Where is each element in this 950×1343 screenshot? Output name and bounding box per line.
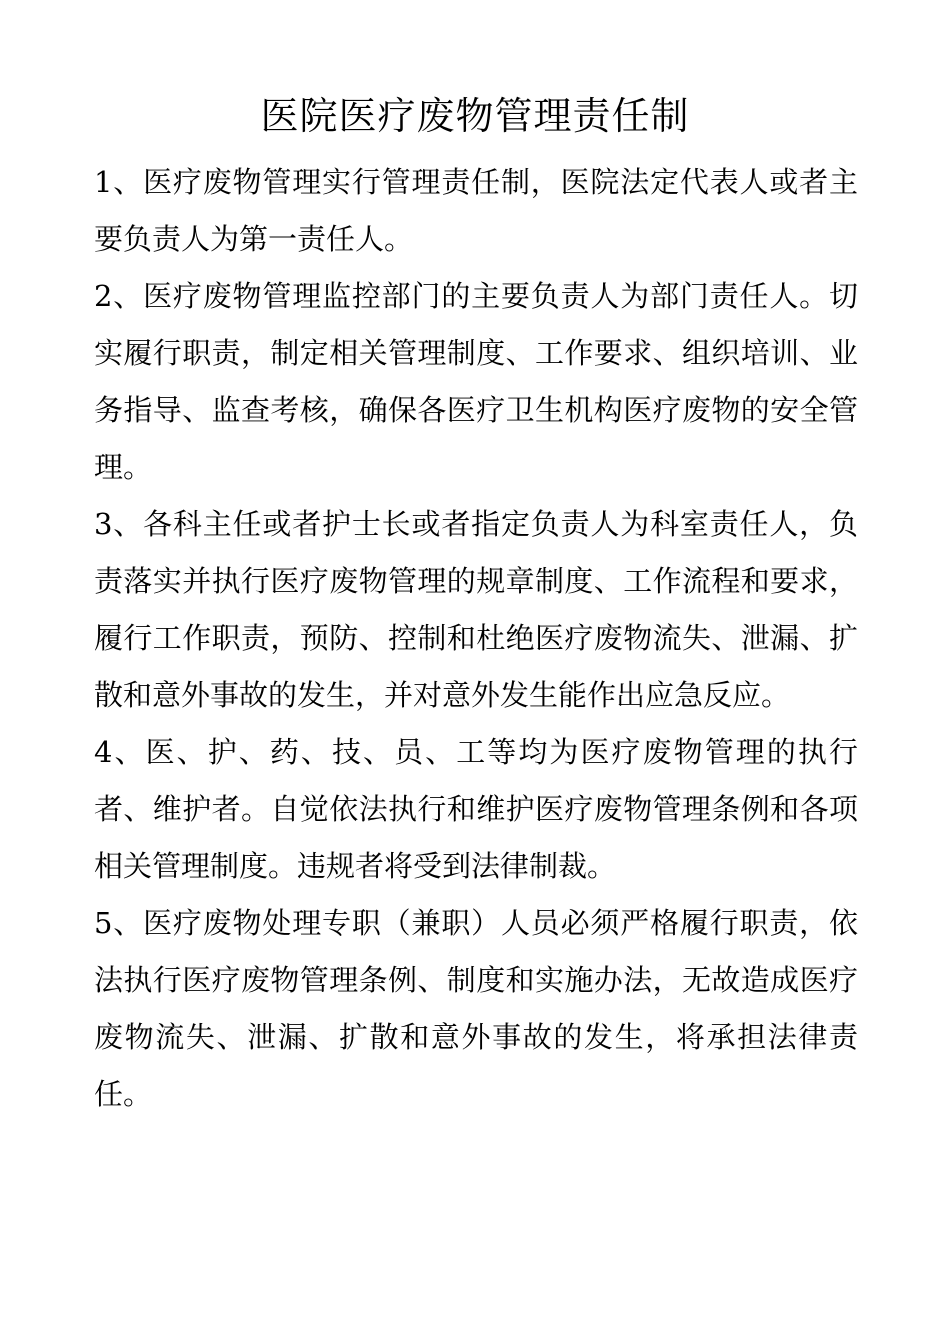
- document-body: [94, 154, 858, 1123]
- paragraph-3: 3、各科主任或者护士长或者指定负责人为科室责任人，负责落实并执行医疗废物管理的规章制度、工作流程和要求，履行工作职责，预防、控制和杜绝医疗废物流失、泄漏、扩散和意外事故的发生，并对意外发生能作出应急反应。: [94, 507, 858, 712]
- paragraph-1: 1、医疗废物管理实行管理责任制，医院法定代表人或者主要负责人为第一责任人。: [94, 165, 858, 256]
- paragraph-2: 2、医疗废物管理监控部门的主要负责人为部门责任人。切实履行职责，制定相关管理制度、工作要求、组织培训、业务指导、监查考核，确保各医疗卫生机构医疗废物的安全管理。: [94, 279, 858, 484]
- paragraph-4: 4、医、护、药、技、员、工等均为医疗废物管理的执行者、维护者。自觉依法执行和维护医疗废物管理条例和各项相关管理制度。违规者将受到法律制裁。: [94, 735, 858, 883]
- paragraph-5: 5、医疗废物处理专职（兼职）人员必须严格履行职责，依法执行医疗废物管理条例、制度和实施办法，无故造成医疗废物流失、泄漏、扩散和意外事故的发生，将承担法律责任。: [94, 906, 858, 1111]
- document-title: 医院医疗废物管理责任制: [260, 94, 690, 138]
